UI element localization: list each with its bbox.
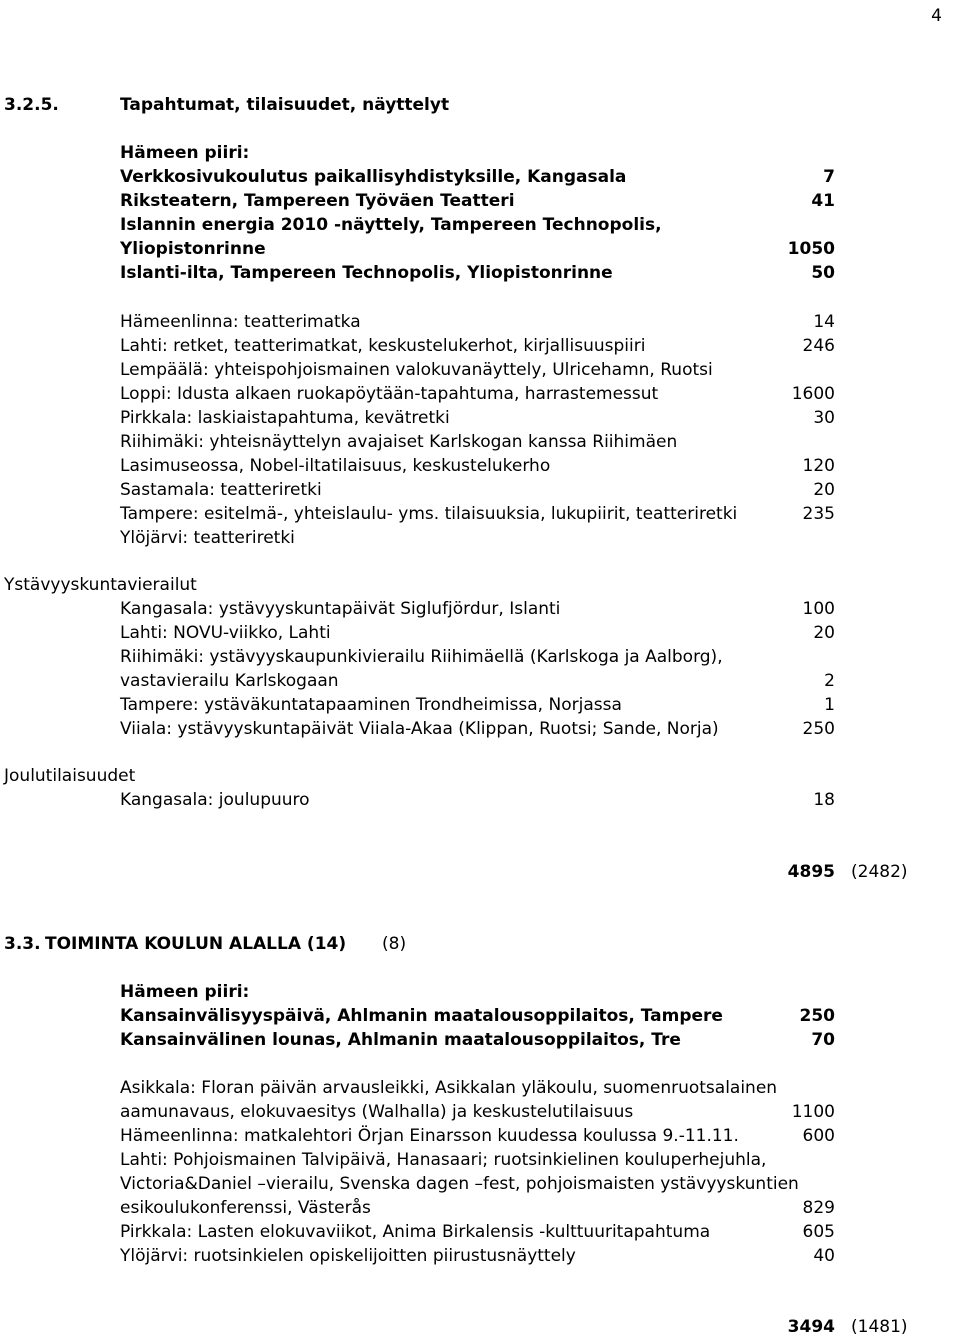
christmas-heading: Joulutilaisuudet xyxy=(4,766,136,786)
list-item-text: Pirkkala: laskiaistapahtuma, kevätretki xyxy=(120,408,450,428)
section-325-prev-total: (2482) xyxy=(851,862,908,882)
list-item-value: 1050 xyxy=(787,239,835,259)
list-item-text: Hämeenlinna: matkalehtori Örjan Einarsson kuudessa koulussa 9.-11.11. xyxy=(120,1126,739,1146)
list-item-value: 829 xyxy=(802,1198,835,1218)
list-item-text: Islanti-ilta, Tampereen Technopolis, Yliopistonrinne xyxy=(120,263,613,283)
section-33-prev: (8) xyxy=(382,934,407,954)
list-item-value: 1 xyxy=(824,695,835,715)
list-item-text: Victoria&Daniel –vierailu, Svenska dagen –fest, pohjoismaisten ystävyyskuntien xyxy=(120,1174,799,1194)
list-item-value: 100 xyxy=(802,599,835,619)
list-item-text: Kansainvälinen lounas, Ahlmanin maatalousoppilaitos, Tre xyxy=(120,1030,681,1050)
list-item-text: Viiala: ystävyyskuntapäivät Viiala-Akaa (Klippan, Ruotsi; Sande, Norja) xyxy=(120,719,719,739)
list-item-value: 235 xyxy=(802,504,835,524)
list-item-value: 600 xyxy=(802,1126,835,1146)
list-item-text: Yliopistonrinne xyxy=(120,239,266,259)
list-item-text: Lahti: NOVU-viikko, Lahti xyxy=(120,623,331,643)
list-item-text: Riksteatern, Tampereen Työväen Teatteri xyxy=(120,191,515,211)
list-item-text: Hämeenlinna: teatterimatka xyxy=(120,312,361,332)
friendship-heading: Ystävyyskuntavierailut xyxy=(4,575,197,595)
list-item-text: Tampere: esitelmä-, yhteislaulu- yms. tilaisuuksia, lukupiirit, teatteriretki xyxy=(120,504,738,524)
list-item-value: 605 xyxy=(802,1222,835,1242)
list-item-text: Kangasala: joulupuuro xyxy=(120,790,310,810)
list-item-value: 50 xyxy=(811,263,835,283)
list-item-text: Riihimäki: ystävyyskaupunkivierailu Riihimäellä (Karlskoga ja Aalborg), xyxy=(120,647,723,667)
list-item-text: vastavierailu Karlskogaan xyxy=(120,671,339,691)
list-item-text: Asikkala: Floran päivän arvausleikki, Asikkalan yläkoulu, suomenruotsalainen xyxy=(120,1078,778,1098)
district-heading: Hämeen piiri: xyxy=(120,982,250,1002)
list-item-value: 40 xyxy=(813,1246,835,1266)
section-33-number: 3.3. xyxy=(4,934,41,954)
list-item-text: esikoulukonferenssi, Västerås xyxy=(120,1198,371,1218)
list-item-text: Lahti: Pohjoismainen Talvipäivä, Hanasaari; ruotsinkielinen kouluperhejuhla, xyxy=(120,1150,767,1170)
section-33-total: 3494 xyxy=(787,1317,835,1337)
list-item-text: Riihimäki: yhteisnäyttelyn avajaiset Karlskogan kanssa Riihimäen xyxy=(120,432,678,452)
list-item-value: 250 xyxy=(802,719,835,739)
list-item-value: 120 xyxy=(802,456,835,476)
list-item-text: Kangasala: ystävyyskuntapäivät Siglufjördur, Islanti xyxy=(120,599,561,619)
list-item-value: 1100 xyxy=(791,1102,835,1122)
list-item-value: 20 xyxy=(813,480,835,500)
list-item-value: 250 xyxy=(799,1006,835,1026)
section-33-title: TOIMINTA KOULUN ALALLA (14) xyxy=(45,934,347,954)
list-item-text: Lahti: retket, teatterimatkat, keskustelukerhot, kirjallisuuspiiri xyxy=(120,336,646,356)
district-heading: Hämeen piiri: xyxy=(120,143,250,163)
section-325-title: Tapahtumat, tilaisuudet, näyttelyt xyxy=(120,95,450,115)
list-item-value: 246 xyxy=(802,336,835,356)
list-item-value: 18 xyxy=(813,790,835,810)
section-325-number: 3.2.5. xyxy=(4,95,59,115)
list-item-value: 20 xyxy=(813,623,835,643)
list-item-value: 1600 xyxy=(791,384,835,404)
list-item-text: Lempäälä: yhteispohjoismainen valokuvanäyttely, Ulricehamn, Ruotsi xyxy=(120,360,713,380)
list-item-text: Ylöjärvi: teatteriretki xyxy=(120,528,295,548)
list-item-value: 14 xyxy=(813,312,835,332)
section-325-total: 4895 xyxy=(787,862,835,882)
list-item-text: aamunavaus, elokuvaesitys (Walhalla) ja keskustelutilaisuus xyxy=(120,1102,634,1122)
list-item-text: Verkkosivukoulutus paikallisyhdistyksille, Kangasala xyxy=(120,167,627,187)
list-item-text: Islannin energia 2010 -näyttely, Tampereen Technopolis, xyxy=(120,215,662,235)
page-number: 4 xyxy=(931,6,942,26)
list-item-value: 41 xyxy=(811,191,835,211)
list-item-text: Ylöjärvi: ruotsinkielen opiskelijoitten piirustusnäyttely xyxy=(120,1246,576,1266)
section-33-prev-total: (1481) xyxy=(851,1317,908,1337)
list-item-text: Tampere: ystäväkuntatapaaminen Trondheimissa, Norjassa xyxy=(120,695,622,715)
list-item-text: Pirkkala: Lasten elokuvaviikot, Anima Birkalensis -kulttuuritapahtuma xyxy=(120,1222,711,1242)
list-item-value: 30 xyxy=(813,408,835,428)
list-item-text: Lasimuseossa, Nobel-iltatilaisuus, keskustelukerho xyxy=(120,456,551,476)
list-item-text: Loppi: Idusta alkaen ruokapöytään-tapahtuma, harrastemessut xyxy=(120,384,659,404)
list-item-value: 70 xyxy=(811,1030,835,1050)
list-item-text: Kansainvälisyyspäivä, Ahlmanin maatalousoppilaitos, Tampere xyxy=(120,1006,723,1026)
list-item-value: 7 xyxy=(823,167,835,187)
list-item-text: Sastamala: teatteriretki xyxy=(120,480,322,500)
list-item-value: 2 xyxy=(824,671,835,691)
